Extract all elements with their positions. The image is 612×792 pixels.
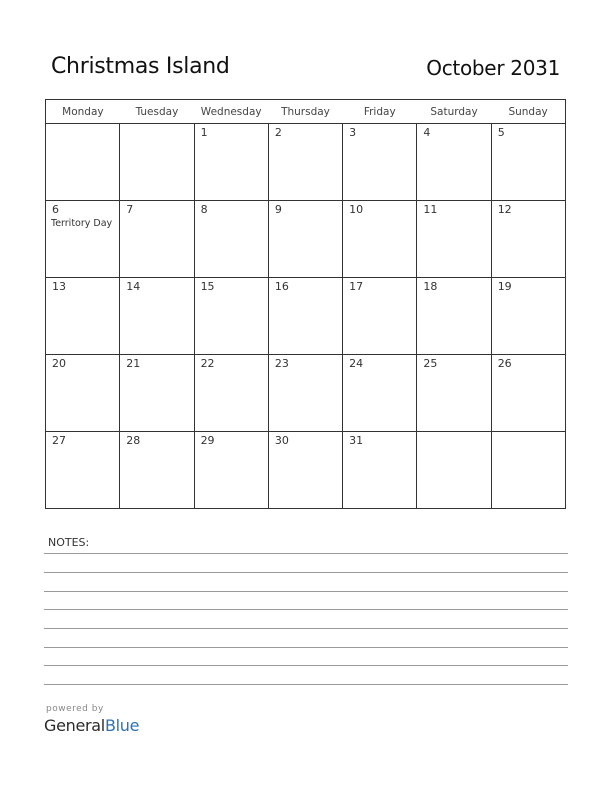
day-number: 8 [200,203,208,216]
day-number: 22 [200,357,215,370]
calendar-country-title: Christmas Island [51,54,230,79]
week-row [46,124,566,201]
day-cell [268,432,342,509]
weekday-header: Friday [343,100,417,124]
day-cell [491,278,565,355]
day-number: 20 [52,357,66,370]
day-cell [491,355,565,432]
day-cell [46,124,120,201]
day-cell [417,278,491,355]
weekday-header: Saturday [417,100,491,124]
day-number: 9 [274,203,282,216]
week-row [46,355,566,432]
day-number: 23 [274,357,289,370]
notes-line [44,628,568,629]
calendar-grid [45,99,566,509]
day-cell [194,432,268,509]
day-cell [268,278,342,355]
day-number: 14 [126,280,141,293]
day-number: 3 [349,126,357,139]
day-number: 1 [200,126,208,139]
notes-line [44,609,568,610]
day-cell [268,124,342,201]
day-cell [491,201,565,278]
day-cell [343,278,417,355]
notes-line [44,684,568,685]
day-number: 24 [349,357,364,370]
day-cell [343,432,417,509]
day-number: 29 [200,434,215,447]
day-cell [343,355,417,432]
day-number: 18 [423,280,438,293]
day-cell [417,355,491,432]
day-cell [194,201,268,278]
day-cell [46,355,120,432]
day-number: 21 [126,357,141,370]
weekday-header: Monday [46,100,120,124]
day-number: 16 [274,280,289,293]
day-number: 17 [349,280,364,293]
day-cell [417,124,491,201]
day-number: 12 [497,203,512,216]
day-cell [194,355,268,432]
weekday-header: Thursday [268,100,342,124]
day-number: 26 [497,357,512,370]
week-row [46,432,566,509]
day-cell [417,201,491,278]
day-cell [343,124,417,201]
day-number: 13 [52,280,66,293]
day-number: 25 [423,357,438,370]
generalblue-logo [44,716,139,735]
week-row [46,201,566,278]
day-cell [120,355,194,432]
day-number: 2 [274,126,282,139]
day-cell [268,355,342,432]
notes-line [44,572,568,573]
notes-line [44,647,568,648]
notes-line [44,591,568,592]
day-number: 19 [497,280,512,293]
weekday-header-row [46,100,566,124]
weekday-header: Sunday [491,100,565,124]
day-number: 28 [126,434,141,447]
notes-line [44,665,568,666]
weekday-header: Wednesday [194,100,268,124]
day-number: 4 [423,126,431,139]
day-cell [46,201,120,278]
day-number: 5 [497,126,505,139]
day-cell [268,201,342,278]
week-row [46,278,566,355]
day-cell [46,432,120,509]
notes-line [44,553,568,554]
notes-label: NOTES: [48,536,90,549]
day-number: 30 [274,434,289,447]
day-number: 31 [349,434,364,447]
day-cell [120,278,194,355]
day-number: 7 [126,203,134,216]
day-number: 15 [200,280,215,293]
day-cell [491,432,565,509]
calendar-month-year: October 2031 [426,56,560,80]
day-cell [417,432,491,509]
day-cell [194,278,268,355]
day-cell [491,124,565,201]
weekday-header: Tuesday [120,100,194,124]
day-number: 11 [423,203,438,216]
day-number: 6 [52,203,59,216]
brand-name-blue: Blue [104,716,140,735]
day-number: 27 [52,434,66,447]
brand-name-general: General [44,716,105,735]
holiday-label: Territory Day [51,218,113,229]
day-number: 10 [349,203,364,216]
day-cell [120,124,194,201]
day-cell [46,278,120,355]
day-cell [194,124,268,201]
day-cell [343,201,417,278]
powered-by-text: powered by [46,704,104,714]
day-cell [120,201,194,278]
day-cell [120,432,194,509]
